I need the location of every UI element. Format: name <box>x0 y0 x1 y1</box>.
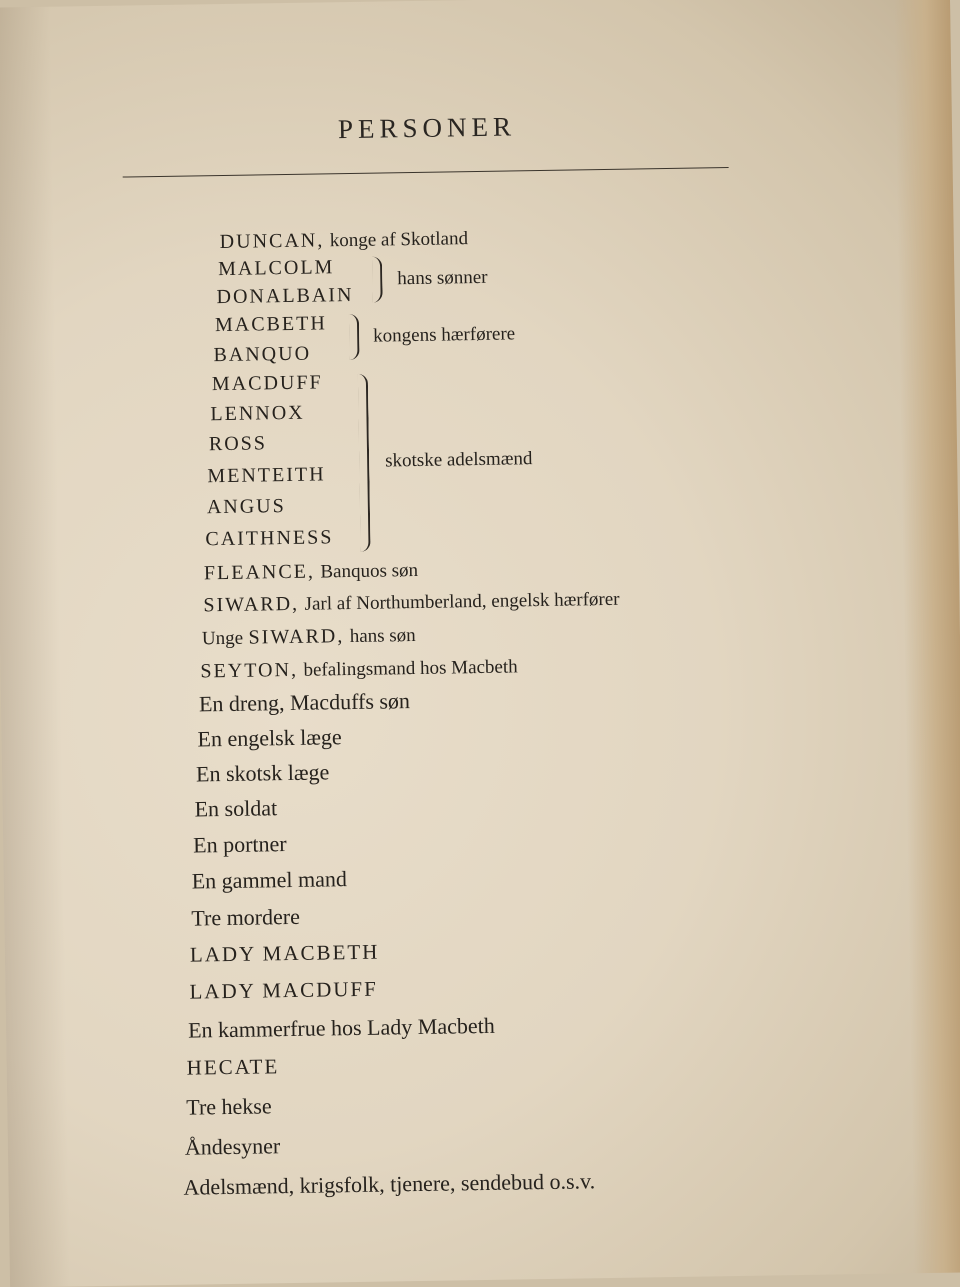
group-label-sons: hans sønner <box>397 266 488 290</box>
role-banquo: BANQUO <box>213 342 312 367</box>
role-others: Adelsmænd, krigsfolk, tjenere, sendebud o.s.v. <box>183 1168 596 1200</box>
role-soldier: En soldat <box>194 795 278 822</box>
role-lady-macbeth: LADY MACBETH <box>189 939 380 967</box>
page-title: PERSONER <box>337 111 517 145</box>
role-caithness: CAITHNESS <box>205 526 334 551</box>
role-donalbain: DONALBAIN <box>216 283 354 309</box>
role-murderers: Tre mordere <box>191 903 301 931</box>
role-porter: En portner <box>192 831 287 858</box>
role-witches: Tre hekse <box>186 1093 272 1120</box>
group-label-nobles: skotske adelsmænd <box>385 448 533 472</box>
role-english-doctor: En engelsk læge <box>197 724 342 752</box>
role-ross: ROSS <box>208 432 268 456</box>
role-fleance: FLEANCE, Banquos søn <box>203 559 419 585</box>
role-macbeth: MACBETH <box>214 312 327 337</box>
role-duncan: DUNCAN, konge af Skotland <box>219 228 469 254</box>
role-seyton: SEYTON, befalingsmand hos Macbeth <box>200 656 518 683</box>
role-boy: En dreng, Macduffs søn <box>198 688 411 717</box>
role-angus: ANGUS <box>206 495 286 519</box>
group-label-generals: kongens hærførere <box>373 323 516 347</box>
role-malcolm: MALCOLM <box>217 256 335 281</box>
role-scottish-doctor: En skotsk læge <box>195 759 330 787</box>
brace-sons <box>372 256 383 302</box>
role-hecate: HECATE <box>186 1054 280 1080</box>
role-lady-macduff: LADY MACDUFF <box>189 976 378 1004</box>
page-edge <box>894 0 960 1273</box>
brace-nobles <box>358 374 371 552</box>
role-menteith: MENTEITH <box>207 463 326 488</box>
page-shadow <box>0 7 70 1287</box>
role-apparitions: Åndesyner <box>184 1133 281 1160</box>
title-rule <box>123 167 729 178</box>
role-gentlewoman: En kammerfrue hos Lady Macbeth <box>187 1012 495 1043</box>
role-siward: SIWARD, Jarl af Northumberland, engelsk hærfører <box>203 588 620 617</box>
role-young-siward: Unge SIWARD, hans søn <box>201 625 416 650</box>
role-macduff: MACDUFF <box>211 371 323 396</box>
brace-generals <box>349 314 360 360</box>
role-lennox: LENNOX <box>210 401 305 426</box>
role-old-man: En gammel mand <box>191 866 348 894</box>
